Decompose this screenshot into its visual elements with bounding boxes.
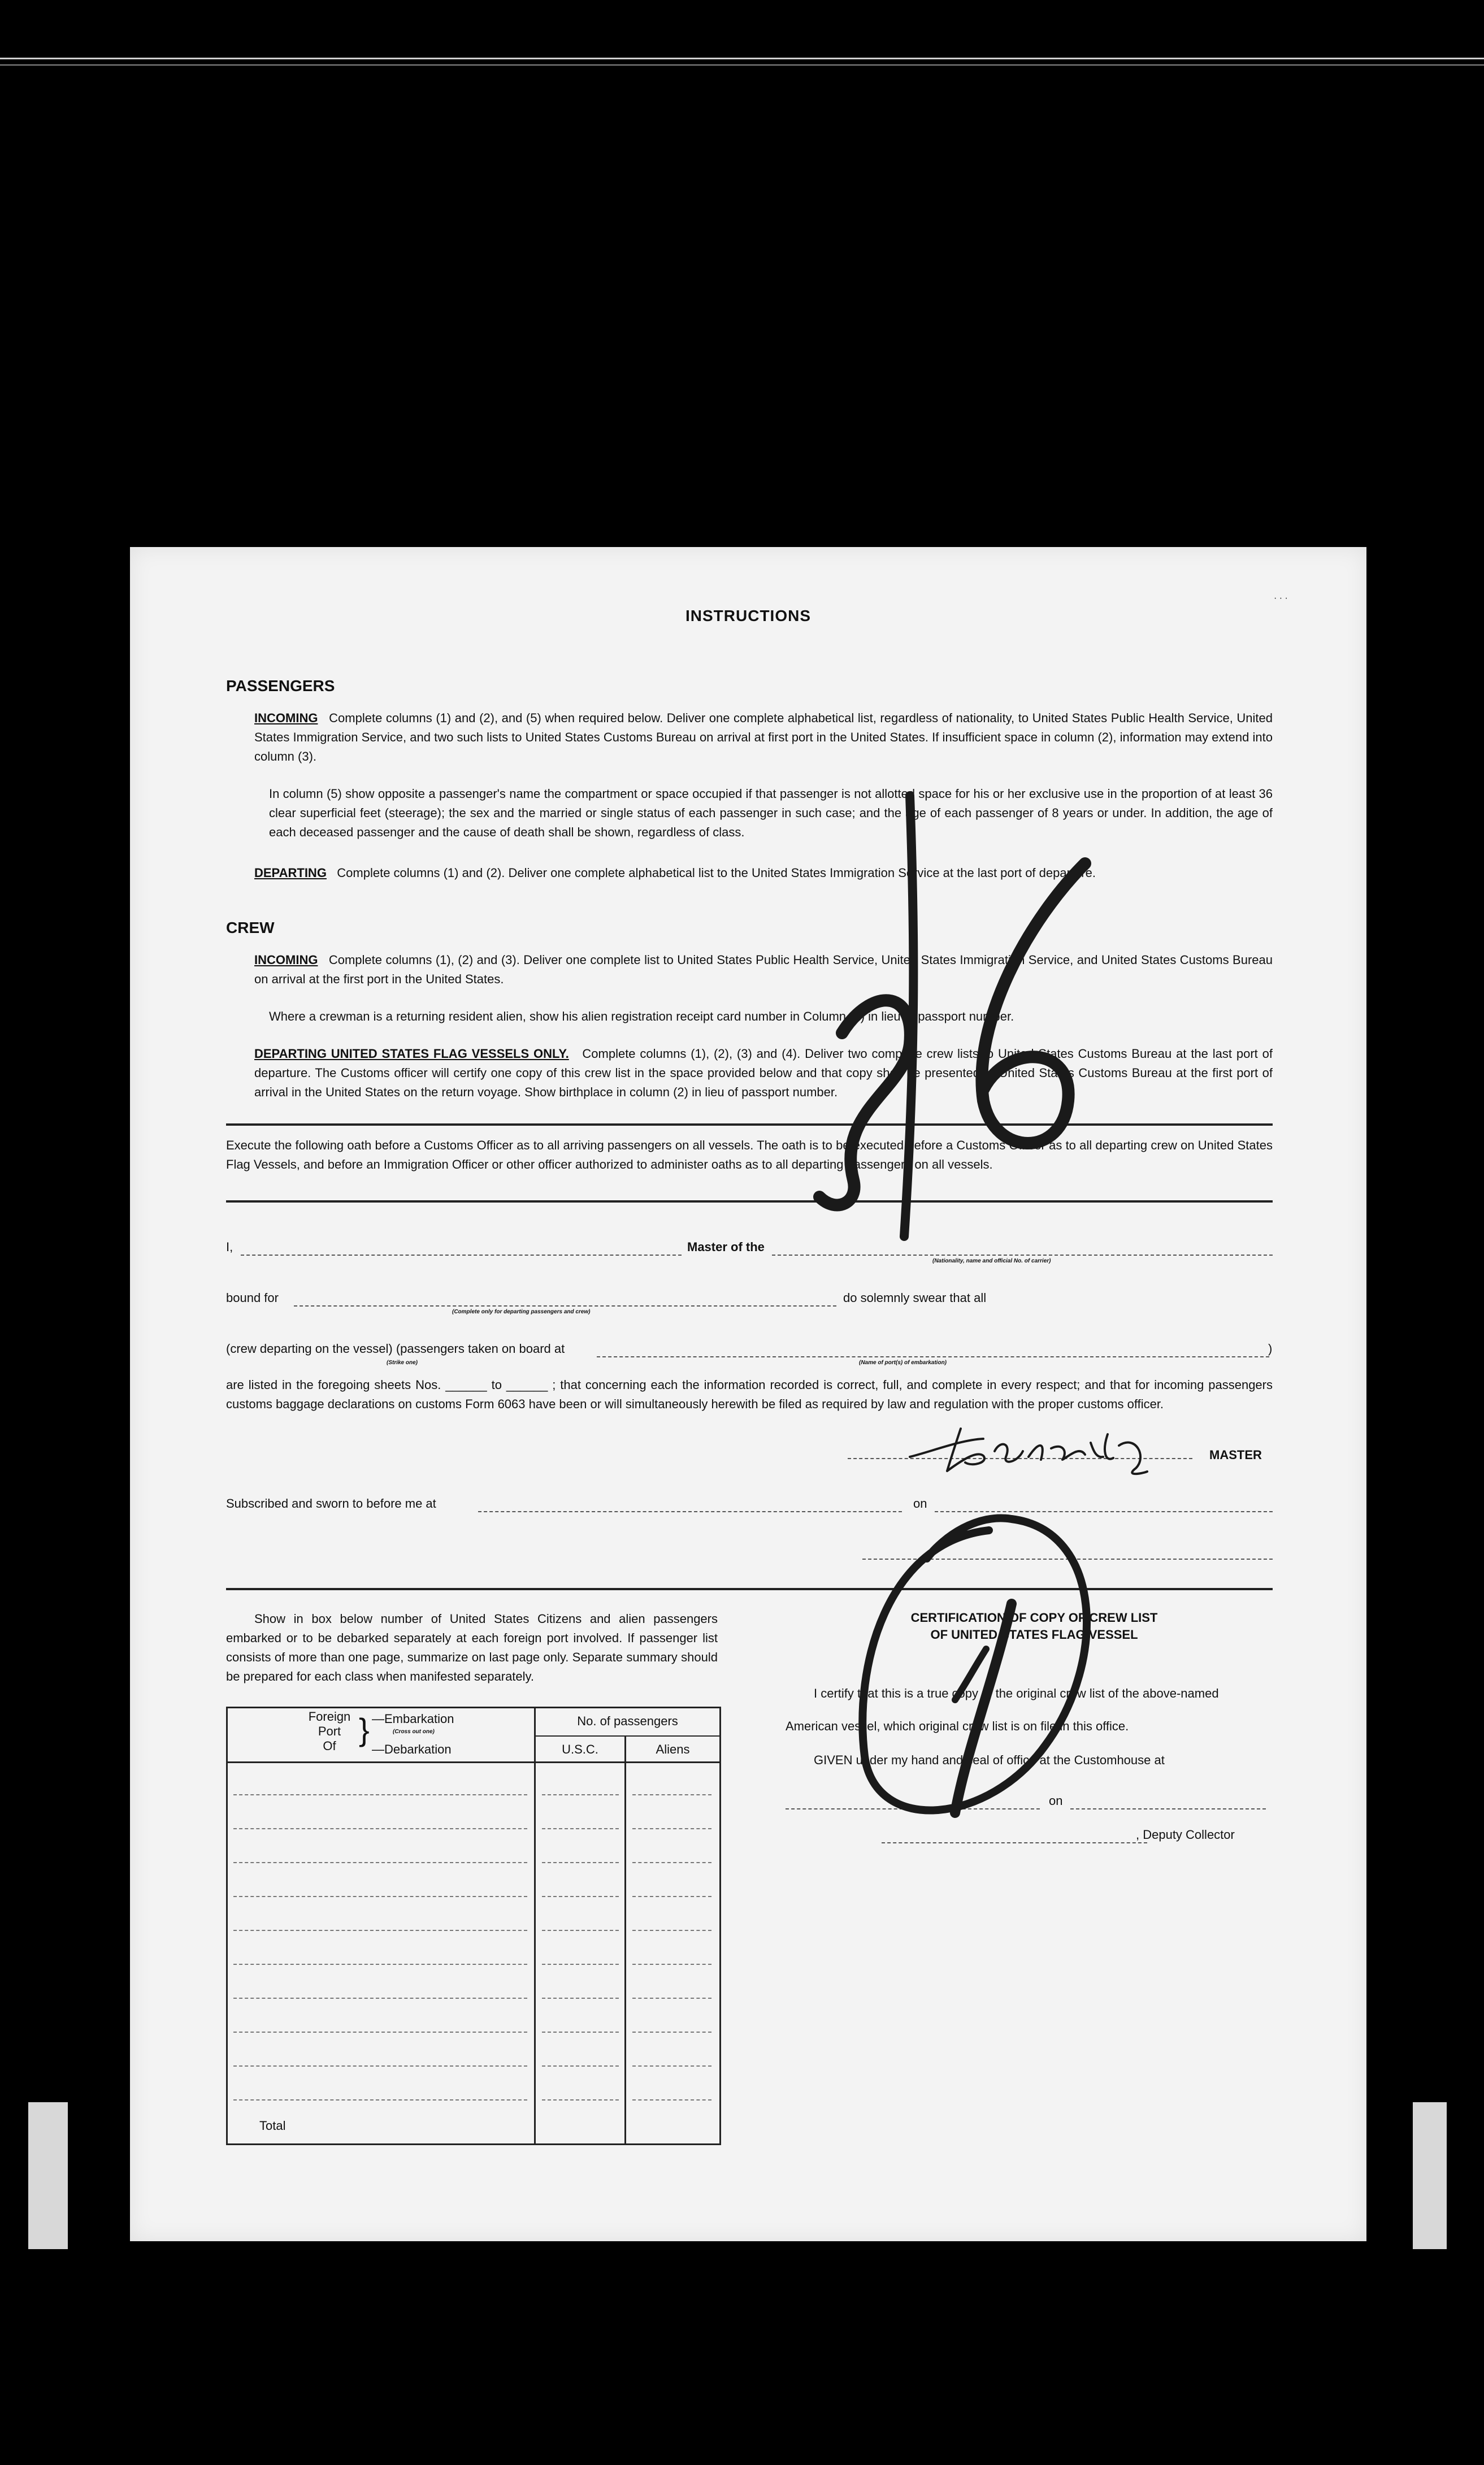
deputy-collector-label: , Deputy Collector: [1136, 1828, 1235, 1842]
certification-line1: I certify that this is a true copy of the original crew list of the above-named: [814, 1686, 1219, 1700]
sworn-on-label: on: [913, 1496, 927, 1511]
foreign-label: Foreign: [308, 1709, 351, 1724]
carrier-hint: (Nationality, name and official No. of carrier): [932, 1258, 1051, 1264]
oath-i-label: I,: [226, 1240, 233, 1254]
passengers-incoming-label: INCOMING: [254, 711, 318, 725]
foreign-port-of-label: [301, 1709, 358, 1754]
table-row-entry-line[interactable]: [542, 1930, 619, 1931]
certification-on-label: on: [1049, 1794, 1063, 1808]
summary-instructions: Show in box below number of United States Citizens and alien passengers embarked or to be debarked separately at each foreign port involved. If passenger list consists of more than one page, summarize on last page only. Separate summary should be prepared for each class when manifested separately.: [226, 1612, 718, 1683]
of-label: Of: [323, 1739, 336, 1753]
table-row-entry-line[interactable]: [233, 1828, 527, 1829]
port-label: Port: [318, 1724, 341, 1738]
table-row-entry-line[interactable]: [233, 2065, 527, 2067]
table-row-entry-line[interactable]: [632, 1998, 711, 1999]
table-row-entry-line[interactable]: [632, 1794, 711, 1795]
ports-hint: (Name of port(s) of embarkation): [859, 1360, 947, 1366]
table-row-entry-line[interactable]: [632, 2099, 711, 2101]
table-row-entry-line[interactable]: [632, 1828, 711, 1829]
certification-title-line1: CERTIFICATION OF COPY OF CREW LIST: [910, 1611, 1158, 1625]
table-row-entry-line[interactable]: [632, 1964, 711, 1965]
close-paren: ): [1268, 1342, 1273, 1356]
brace-glyph: }: [359, 1712, 370, 1747]
table-row-entry-line[interactable]: [233, 1964, 527, 1965]
master-label: MASTER: [1209, 1448, 1262, 1462]
certification-line2: American vessel, which original crew list is on file in this office.: [786, 1719, 1129, 1733]
table-col-divider-1: [534, 1708, 536, 2143]
bound-for-field[interactable]: [294, 1305, 836, 1307]
table-row-entry-line[interactable]: [632, 2065, 711, 2067]
oath-intro: Execute the following oath before a Customs Officer as to all arriving passengers on all vessels. The oath is to be executed before a Customs Officer as to all departing crew on United States Flag Vessels, and before an Immigration Officer or other officer authorized to administer oaths as to all departing passengers on all vessels.: [226, 1138, 1273, 1171]
bound-for-label: bound for: [226, 1291, 279, 1305]
table-row-entry-line[interactable]: [542, 1794, 619, 1795]
table-header-divider: [228, 1761, 719, 1763]
table-row-entry-line[interactable]: [233, 1896, 527, 1897]
subscribed-label: Subscribed and sworn to before me at: [226, 1496, 436, 1511]
cross-out-hint: (Cross out one): [393, 1729, 435, 1735]
handwritten-page-number: [769, 750, 1164, 1259]
page-title: INSTRUCTIONS: [685, 607, 811, 624]
swear-label: do solemnly swear that all: [843, 1291, 987, 1305]
table-row-entry-line[interactable]: [542, 2065, 619, 2067]
certification-line3: GIVEN under my hand and seal of office at the Customhouse at: [814, 1753, 1165, 1767]
table-row-entry-line[interactable]: [233, 1930, 527, 1931]
crew-heading: CREW: [226, 919, 275, 936]
crew-departing-text: Complete columns (1), (2), (3) and (4). Deliver two complete crew lists to United States Customs Bureau at the last port of departure. The Customs officer will certify one copy of this crew list in the space provided below and that copy shall be presented to United States Customs Bureau at the first port of arrival in the United States on the return voyage. Show birthplace in column (2) in lieu of passport number.: [254, 1047, 1273, 1099]
table-row-entry-line[interactable]: [233, 2099, 527, 2101]
table-row-entry-line[interactable]: [542, 1896, 619, 1897]
table-row-entry-line[interactable]: [542, 1998, 619, 1999]
master-name-field[interactable]: [241, 1255, 682, 1256]
table-row-entry-line[interactable]: [233, 1862, 527, 1863]
passengers-departing-label: DEPARTING: [254, 866, 327, 880]
usc-header: U.S.C.: [562, 1742, 598, 1756]
crew-incoming-label: INCOMING: [254, 953, 318, 967]
table-row-entry-line[interactable]: [542, 1964, 619, 1965]
table-row-entry-line[interactable]: [233, 2032, 527, 2033]
passengers-column5-text: In column (5) show opposite a passenger's name the compartment or space occupied if that passenger is not allotted space for his or her exclusive use in the proportion of at least 36 clear superficial feet (steerage); the sex and the married or single status of each passenger in such case; and the age of each passenger of 8 years or under. In addition, the age of each deceased passenger and the cause of death shall be shown, regardless of class.: [269, 787, 1273, 839]
embarkation-label: —Embarkation: [372, 1712, 454, 1726]
table-row-entry-line[interactable]: [542, 1828, 619, 1829]
no-passengers-header: No. of passengers: [577, 1714, 678, 1728]
table-row-entry-line[interactable]: [632, 1862, 711, 1863]
table-row-entry-line[interactable]: [233, 1998, 527, 1999]
table-row-entry-line[interactable]: [542, 1862, 619, 1863]
passengers-heading: PASSENGERS: [226, 677, 335, 695]
left-edge-strip: [28, 2102, 68, 2249]
certification-title-line2: OF UNITED STATES FLAG VESSEL: [930, 1628, 1138, 1642]
crew-incoming-text: Complete columns (1), (2) and (3). Deliver one complete list to United States Public Health Service, United States Immigration Service, and United States Customs Bureau on arrival at the first port in the United States.: [254, 953, 1273, 986]
table-row-entry-line[interactable]: [542, 2099, 619, 2101]
table-row-entry-line[interactable]: [632, 1930, 711, 1931]
total-label: Total: [259, 2119, 286, 2133]
master-of-label: Master of the: [687, 1240, 765, 1254]
table-row-entry-line[interactable]: [632, 2032, 711, 2033]
table-row-entry-line[interactable]: [542, 2032, 619, 2033]
passengers-incoming-text: Complete columns (1) and (2), and (5) when required below. Deliver one complete alphabetical list, regardless of nationality, to United States Public Health Service, United States Immigration Service, and two such lists to United States Customs Bureau on arrival at first port in the United States. If insufficient space in column (2), information may extend into column (3).: [254, 711, 1273, 763]
table-row-entry-line[interactable]: [632, 1896, 711, 1897]
table-subheader-divider: [534, 1735, 719, 1737]
strike-hint: (Strike one): [387, 1360, 418, 1366]
passenger-summary-table: [226, 1707, 721, 2145]
crew-departing-label: DEPARTING UNITED STATES FLAG VESSELS ONLY.: [254, 1047, 569, 1061]
right-edge-strip: [1413, 2102, 1447, 2249]
debarkation-label: —Debarkation: [372, 1742, 452, 1756]
passengers-departing-text: Complete columns (1) and (2). Deliver one complete alphabetical list to the United States Immigration Service at the last port of departure.: [337, 866, 1096, 880]
sworn-at-field[interactable]: [478, 1511, 902, 1512]
embarkation-ports-field[interactable]: [597, 1356, 1269, 1357]
aliens-header: Aliens: [656, 1742, 690, 1756]
speck-marks: · · ·: [1274, 593, 1288, 603]
table-row-entry-line[interactable]: [233, 1794, 527, 1795]
handwritten-circled-number: [842, 1496, 1125, 1847]
bound-hint: (Complete only for departing passengers and crew): [452, 1309, 591, 1315]
table-col-divider-2: [624, 1735, 626, 2143]
listed-text: are listed in the foregoing sheets Nos. ______ to ______ ; that concerning each the information recorded is correct, full, and complete in every respect; and that for incoming passengers customs baggage declarations on customs Form 6063 have been or will simultaneously herewith be filed as required by law and regulation with the proper customs officer.: [226, 1378, 1273, 1411]
film-edge-line: [0, 58, 1484, 59]
film-edge-line-secondary: [0, 64, 1484, 66]
master-signature: [899, 1417, 1192, 1479]
crew-resident-text: Where a crewman is a returning resident alien, show his alien registration receipt card number in Column (2) in lieu of passport number.: [269, 1009, 1014, 1023]
crew-departing-label-oath: (crew departing on the vessel) (passengers taken on board at: [226, 1342, 565, 1356]
form-sheet: [130, 547, 1366, 2241]
